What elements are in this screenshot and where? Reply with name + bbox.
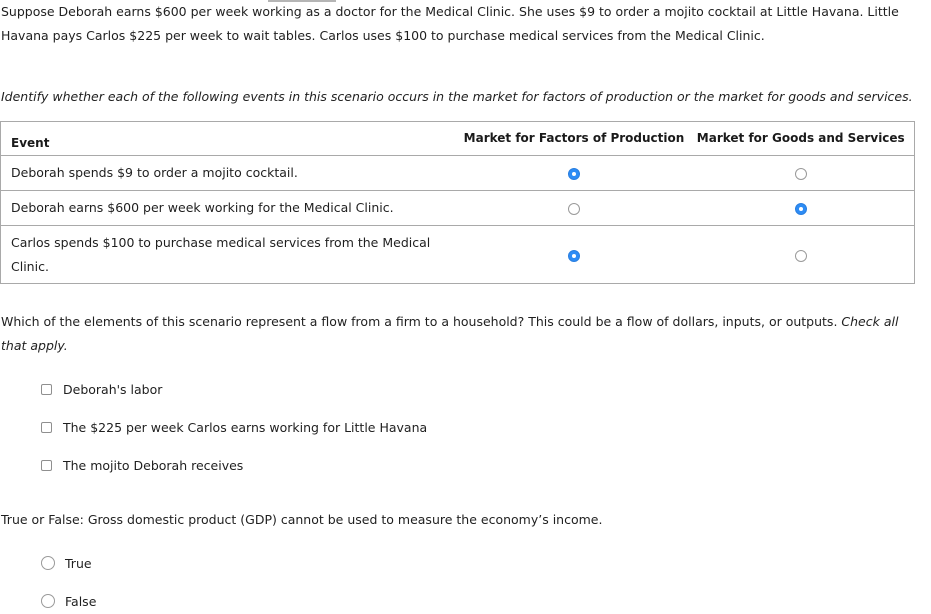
header-event: Event bbox=[1, 122, 461, 156]
question-flow-firm-to-household bbox=[1, 310, 926, 358]
goods-market-radio[interactable] bbox=[795, 168, 807, 180]
checkbox-label: The mojito Deborah receives bbox=[63, 457, 244, 473]
factors-radio-cell bbox=[461, 226, 688, 284]
goods-market-radio[interactable] bbox=[795, 203, 807, 215]
checkbox-label: Deborah's labor bbox=[63, 381, 163, 397]
checkbox-label: The $225 per week Carlos earns working for Little Havana bbox=[63, 419, 428, 435]
header-goods-market: Market for Goods and Services bbox=[688, 122, 915, 156]
event-cell: Deborah spends $9 to order a mojito cocktail. bbox=[1, 156, 461, 191]
checkbox-option-1[interactable] bbox=[41, 381, 162, 397]
question-true-false: True or False: Gross domestic product (GDP) cannot be used to measure the economy’s income. bbox=[1, 512, 603, 527]
question-hint: Check all that apply. bbox=[1, 314, 899, 353]
goods-market-radio[interactable] bbox=[795, 250, 807, 262]
radio-button[interactable] bbox=[41, 594, 55, 608]
checkbox-option-2[interactable] bbox=[41, 419, 427, 435]
instruction-text: Identify whether each of the following events in this scenario occurs in the market for factors of production or the market for goods and services. bbox=[1, 89, 913, 104]
event-cell: Carlos spends $100 to purchase medical services from the Medical Clinic. bbox=[1, 226, 461, 284]
radio-button[interactable] bbox=[41, 556, 55, 570]
scenario-text: Suppose Deborah earns $600 per week working as a doctor for the Medical Clinic. She uses $9 to order a mojito cocktail at Little Havana. Little Havana pays Carlos $225 per week to wait tables. Carlos uses $100 to purchase medical services from the Medical Clinic. bbox=[1, 4, 899, 43]
header-factors-market: Market for Factors of Production bbox=[461, 122, 688, 156]
table-row bbox=[1, 226, 915, 284]
checkbox[interactable] bbox=[41, 422, 52, 433]
factors-radio-cell bbox=[461, 191, 688, 226]
goods-radio-cell bbox=[688, 156, 915, 191]
radio-option-true[interactable] bbox=[41, 555, 92, 571]
goods-radio-cell bbox=[688, 226, 915, 284]
table-header-row bbox=[1, 122, 915, 156]
radio-option-false[interactable] bbox=[41, 593, 96, 609]
checkbox[interactable] bbox=[41, 460, 52, 471]
factors-market-radio[interactable] bbox=[568, 203, 580, 215]
factors-market-radio[interactable] bbox=[568, 168, 580, 180]
table-row bbox=[1, 191, 915, 226]
table-row bbox=[1, 156, 915, 191]
market-classification-table bbox=[0, 121, 915, 284]
event-cell: Deborah earns $600 per week working for the Medical Clinic. bbox=[1, 191, 461, 226]
checkbox-option-3[interactable] bbox=[41, 457, 243, 473]
question-text: Which of the elements of this scenario represent a flow from a firm to a household? This could be a flow of dollars, inputs, or outputs. bbox=[1, 314, 838, 329]
goods-radio-cell bbox=[688, 191, 915, 226]
factors-radio-cell bbox=[461, 156, 688, 191]
checkbox[interactable] bbox=[41, 384, 52, 395]
factors-market-radio[interactable] bbox=[568, 250, 580, 262]
radio-label: True bbox=[65, 555, 92, 571]
radio-label: False bbox=[65, 593, 97, 609]
